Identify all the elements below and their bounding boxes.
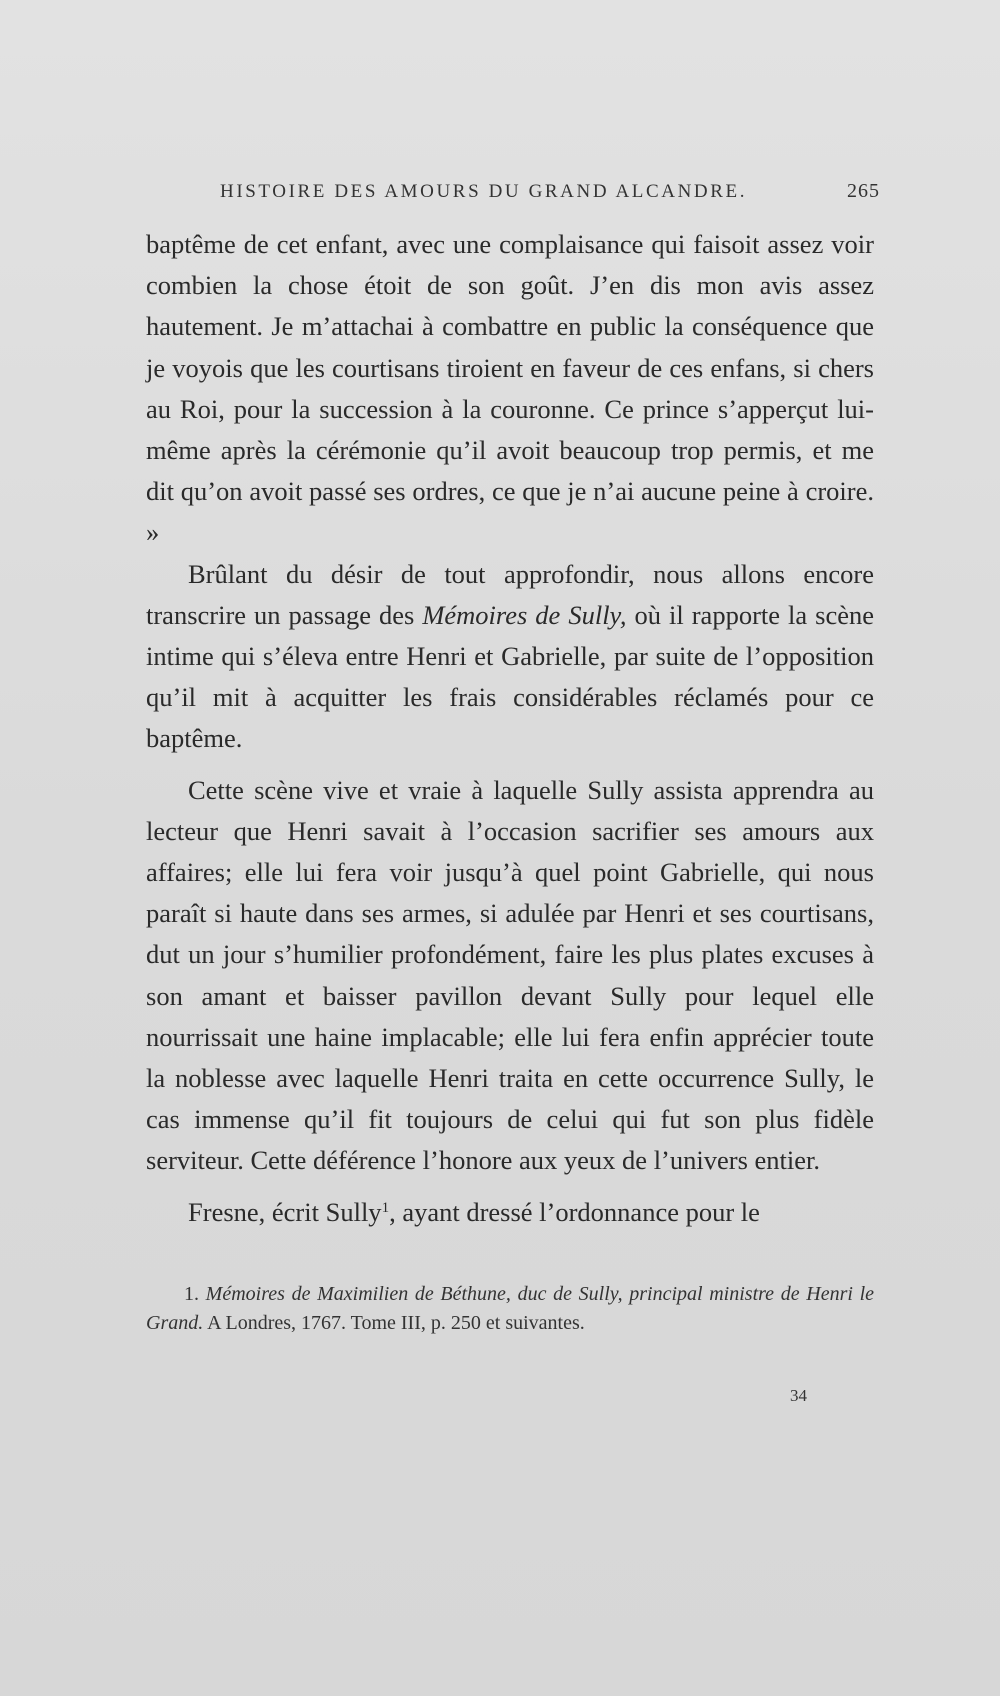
footnote-rest: A Londres, 1767. Tome III, p. 250 et suivantes. [203, 1312, 585, 1334]
footnote [146, 1280, 874, 1338]
paragraph-4 [146, 1192, 874, 1233]
running-title: HISTOIRE DES AMOURS DU GRAND ALCANDRE. [220, 181, 748, 202]
signature-mark: 34 [790, 1386, 807, 1405]
running-header [220, 180, 880, 203]
footnote-number: 1. [184, 1283, 199, 1305]
paragraph-2-title: Mémoires de Sully, [422, 599, 627, 630]
footnote-title: Mémoires de Maximilien de Béthune, duc de Sully, principal ministre de Henri le Grand. [146, 1283, 875, 1334]
footnote-ref: 1 [381, 1199, 390, 1216]
paragraph-2-end: où il rapporte la scène intime qui s’éleva entre Henri et Gabrielle, par suite de l’opposition qu’il mit à acquitter les frais considérables réclamés pour ce baptême. [146, 599, 874, 754]
paragraph-4-start: Fresne, écrit Sully [188, 1196, 382, 1227]
page-number: 265 [847, 180, 880, 202]
paragraph-2-start: Brûlant du désir de tout approfondir, nous allons encore transcrire un passage des [146, 558, 874, 630]
body-text [146, 224, 874, 1233]
paragraph-4-end: , ayant dressé l’ordonnance pour le [389, 1196, 760, 1227]
paragraph-2 [146, 554, 874, 760]
paragraph-3: Cette scène vive et vraie à laquelle Sully assista apprendra au lecteur que Henri savait à l’occasion sacrifier ses amours aux affaires; elle lui fera voir jusqu’à quel point Gabrielle, qui nous paraît si haute dans ses armes, si adulée par Henri et ses courtisans, dut un jour s’humilier profondément, faire les plus plates excuses à son amant et baisser pavillon devant Sully pour lequel elle nourrissait une haine implacable; elle lui fera enfin apprécier toute la noblesse avec laquelle Henri traita en cette occurrence Sully, le cas immense qu’il fit toujours de celui qui fut son plus fidèle serviteur. Cette déférence l’honore aux yeux de l’univers entier. [146, 774, 874, 1176]
paragraph-1: baptême de cet enfant, avec une complaisance qui faisoit assez voir combien la chose étoit de son goût. J’en dis mon avis assez hautement. Je m’attachai à combattre en public la conséquence que je voyois que les courtisans tiroient en faveur de ces enfans, si chers au Roi, pour la succession à la couronne. Ce prince s’apperçut lui-même après la cérémonie qu’il avoit beaucoup trop permis, et me dit qu’on avoit passé ses ordres, ce que je n’ai aucune peine à croire. » [146, 229, 874, 548]
